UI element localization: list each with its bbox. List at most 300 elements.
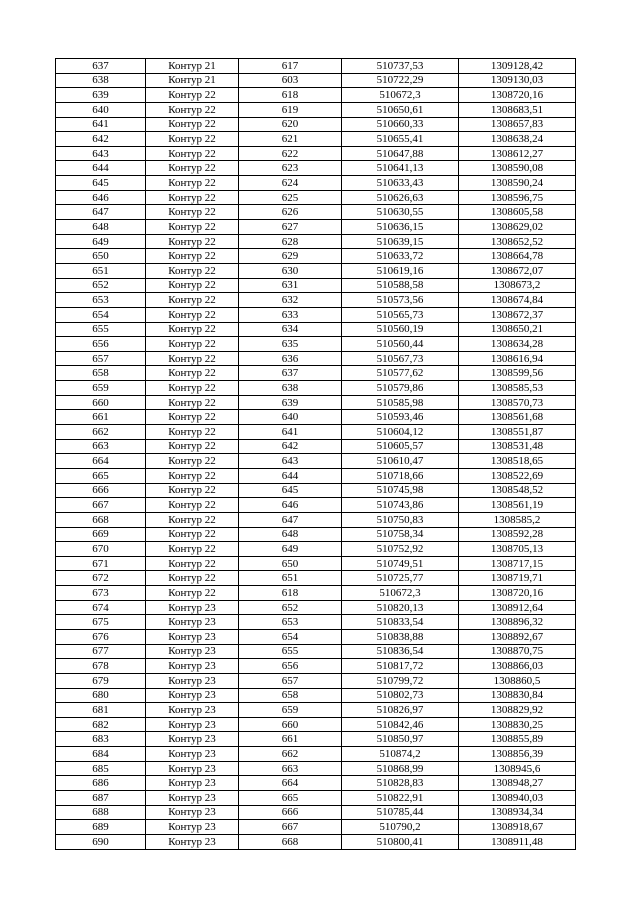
point-number-cell: 632 bbox=[239, 293, 342, 308]
contour-name-cell: Контур 22 bbox=[146, 571, 239, 586]
y-coordinate-cell: 1308596,75 bbox=[459, 190, 576, 205]
contour-name-cell: Контур 22 bbox=[146, 366, 239, 381]
table-row bbox=[56, 527, 576, 542]
contour-name-cell: Контур 22 bbox=[146, 322, 239, 337]
row-number-cell: 659 bbox=[56, 381, 146, 396]
table-row bbox=[56, 820, 576, 835]
x-coordinate-cell: 510758,34 bbox=[342, 527, 459, 542]
contour-name-cell: Контур 22 bbox=[146, 249, 239, 264]
x-coordinate-cell: 510660,33 bbox=[342, 117, 459, 132]
row-number-cell: 690 bbox=[56, 834, 146, 849]
y-coordinate-cell: 1308912,64 bbox=[459, 600, 576, 615]
row-number-cell: 665 bbox=[56, 468, 146, 483]
point-number-cell: 648 bbox=[239, 527, 342, 542]
row-number-cell: 654 bbox=[56, 307, 146, 322]
point-number-cell: 662 bbox=[239, 747, 342, 762]
table-row bbox=[56, 425, 576, 440]
contour-name-cell: Контур 22 bbox=[146, 586, 239, 601]
point-number-cell: 618 bbox=[239, 586, 342, 601]
contour-name-cell: Контур 22 bbox=[146, 220, 239, 235]
x-coordinate-cell: 510579,86 bbox=[342, 381, 459, 396]
table-row bbox=[56, 59, 576, 74]
x-coordinate-cell: 510604,12 bbox=[342, 425, 459, 440]
y-coordinate-cell: 1308717,15 bbox=[459, 556, 576, 571]
x-coordinate-cell: 510743,86 bbox=[342, 498, 459, 513]
y-coordinate-cell: 1308945,6 bbox=[459, 761, 576, 776]
table-row bbox=[56, 234, 576, 249]
point-number-cell: 625 bbox=[239, 190, 342, 205]
table-row bbox=[56, 366, 576, 381]
point-number-cell: 631 bbox=[239, 278, 342, 293]
table-row bbox=[56, 498, 576, 513]
row-number-cell: 670 bbox=[56, 542, 146, 557]
x-coordinate-cell: 510802,73 bbox=[342, 688, 459, 703]
row-number-cell: 671 bbox=[56, 556, 146, 571]
x-coordinate-cell: 510630,55 bbox=[342, 205, 459, 220]
x-coordinate-cell: 510752,92 bbox=[342, 542, 459, 557]
point-number-cell: 624 bbox=[239, 176, 342, 191]
row-number-cell: 647 bbox=[56, 205, 146, 220]
contour-name-cell: Контур 23 bbox=[146, 615, 239, 630]
row-number-cell: 644 bbox=[56, 161, 146, 176]
y-coordinate-cell: 1308719,71 bbox=[459, 571, 576, 586]
point-number-cell: 636 bbox=[239, 351, 342, 366]
table-row bbox=[56, 307, 576, 322]
y-coordinate-cell: 1308652,52 bbox=[459, 234, 576, 249]
row-number-cell: 642 bbox=[56, 132, 146, 147]
point-number-cell: 618 bbox=[239, 88, 342, 103]
coordinates-table bbox=[55, 58, 576, 850]
table-row bbox=[56, 688, 576, 703]
contour-name-cell: Контур 23 bbox=[146, 703, 239, 718]
table-row bbox=[56, 673, 576, 688]
contour-name-cell: Контур 23 bbox=[146, 688, 239, 703]
x-coordinate-cell: 510639,15 bbox=[342, 234, 459, 249]
table-row bbox=[56, 190, 576, 205]
row-number-cell: 677 bbox=[56, 644, 146, 659]
row-number-cell: 672 bbox=[56, 571, 146, 586]
point-number-cell: 626 bbox=[239, 205, 342, 220]
row-number-cell: 689 bbox=[56, 820, 146, 835]
contour-name-cell: Контур 22 bbox=[146, 395, 239, 410]
row-number-cell: 687 bbox=[56, 791, 146, 806]
contour-name-cell: Контур 22 bbox=[146, 132, 239, 147]
x-coordinate-cell: 510585,98 bbox=[342, 395, 459, 410]
y-coordinate-cell: 1308829,92 bbox=[459, 703, 576, 718]
contour-name-cell: Контур 23 bbox=[146, 761, 239, 776]
x-coordinate-cell: 510636,15 bbox=[342, 220, 459, 235]
table-row bbox=[56, 454, 576, 469]
row-number-cell: 661 bbox=[56, 410, 146, 425]
x-coordinate-cell: 510588,58 bbox=[342, 278, 459, 293]
x-coordinate-cell: 510836,54 bbox=[342, 644, 459, 659]
x-coordinate-cell: 510745,98 bbox=[342, 483, 459, 498]
point-number-cell: 663 bbox=[239, 761, 342, 776]
point-number-cell: 629 bbox=[239, 249, 342, 264]
contour-name-cell: Контур 23 bbox=[146, 776, 239, 791]
contour-name-cell: Контур 23 bbox=[146, 673, 239, 688]
point-number-cell: 660 bbox=[239, 717, 342, 732]
y-coordinate-cell: 1308657,83 bbox=[459, 117, 576, 132]
table-row bbox=[56, 351, 576, 366]
x-coordinate-cell: 510838,88 bbox=[342, 629, 459, 644]
point-number-cell: 619 bbox=[239, 102, 342, 117]
point-number-cell: 634 bbox=[239, 322, 342, 337]
table-row bbox=[56, 88, 576, 103]
table-row bbox=[56, 278, 576, 293]
table-row bbox=[56, 161, 576, 176]
y-coordinate-cell: 1308830,25 bbox=[459, 717, 576, 732]
contour-name-cell: Контур 22 bbox=[146, 454, 239, 469]
x-coordinate-cell: 510655,41 bbox=[342, 132, 459, 147]
y-coordinate-cell: 1308590,08 bbox=[459, 161, 576, 176]
x-coordinate-cell: 510650,61 bbox=[342, 102, 459, 117]
x-coordinate-cell: 510626,63 bbox=[342, 190, 459, 205]
row-number-cell: 683 bbox=[56, 732, 146, 747]
table-row bbox=[56, 102, 576, 117]
table-row bbox=[56, 776, 576, 791]
y-coordinate-cell: 1309128,42 bbox=[459, 59, 576, 74]
row-number-cell: 668 bbox=[56, 512, 146, 527]
x-coordinate-cell: 510820,13 bbox=[342, 600, 459, 615]
contour-name-cell: Контур 22 bbox=[146, 351, 239, 366]
y-coordinate-cell: 1308634,28 bbox=[459, 337, 576, 352]
x-coordinate-cell: 510850,97 bbox=[342, 732, 459, 747]
row-number-cell: 675 bbox=[56, 615, 146, 630]
point-number-cell: 623 bbox=[239, 161, 342, 176]
table-row bbox=[56, 337, 576, 352]
coordinates-table-body bbox=[56, 59, 576, 850]
row-number-cell: 645 bbox=[56, 176, 146, 191]
y-coordinate-cell: 1308531,48 bbox=[459, 439, 576, 454]
row-number-cell: 653 bbox=[56, 293, 146, 308]
point-number-cell: 617 bbox=[239, 59, 342, 74]
x-coordinate-cell: 510737,53 bbox=[342, 59, 459, 74]
point-number-cell: 628 bbox=[239, 234, 342, 249]
y-coordinate-cell: 1308918,67 bbox=[459, 820, 576, 835]
row-number-cell: 682 bbox=[56, 717, 146, 732]
table-row bbox=[56, 322, 576, 337]
table-row bbox=[56, 761, 576, 776]
row-number-cell: 688 bbox=[56, 805, 146, 820]
x-coordinate-cell: 510718,66 bbox=[342, 468, 459, 483]
point-number-cell: 653 bbox=[239, 615, 342, 630]
point-number-cell: 639 bbox=[239, 395, 342, 410]
point-number-cell: 658 bbox=[239, 688, 342, 703]
y-coordinate-cell: 1308911,48 bbox=[459, 834, 576, 849]
table-row bbox=[56, 542, 576, 557]
row-number-cell: 640 bbox=[56, 102, 146, 117]
table-row bbox=[56, 381, 576, 396]
y-coordinate-cell: 1308934,34 bbox=[459, 805, 576, 820]
point-number-cell: 630 bbox=[239, 263, 342, 278]
table-row bbox=[56, 117, 576, 132]
contour-name-cell: Контур 22 bbox=[146, 439, 239, 454]
y-coordinate-cell: 1308674,84 bbox=[459, 293, 576, 308]
y-coordinate-cell: 1308522,69 bbox=[459, 468, 576, 483]
y-coordinate-cell: 1308518,65 bbox=[459, 454, 576, 469]
contour-name-cell: Контур 23 bbox=[146, 747, 239, 762]
y-coordinate-cell: 1308638,24 bbox=[459, 132, 576, 147]
contour-name-cell: Контур 22 bbox=[146, 205, 239, 220]
y-coordinate-cell: 1308860,5 bbox=[459, 673, 576, 688]
x-coordinate-cell: 510750,83 bbox=[342, 512, 459, 527]
row-number-cell: 641 bbox=[56, 117, 146, 132]
contour-name-cell: Контур 22 bbox=[146, 263, 239, 278]
point-number-cell: 622 bbox=[239, 146, 342, 161]
x-coordinate-cell: 510641,13 bbox=[342, 161, 459, 176]
point-number-cell: 603 bbox=[239, 73, 342, 88]
contour-name-cell: Контур 22 bbox=[146, 190, 239, 205]
table-row bbox=[56, 805, 576, 820]
x-coordinate-cell: 510725,77 bbox=[342, 571, 459, 586]
table-row bbox=[56, 586, 576, 601]
y-coordinate-cell: 1308870,75 bbox=[459, 644, 576, 659]
point-number-cell: 654 bbox=[239, 629, 342, 644]
contour-name-cell: Контур 22 bbox=[146, 337, 239, 352]
x-coordinate-cell: 510633,43 bbox=[342, 176, 459, 191]
x-coordinate-cell: 510868,99 bbox=[342, 761, 459, 776]
y-coordinate-cell: 1308548,52 bbox=[459, 483, 576, 498]
row-number-cell: 655 bbox=[56, 322, 146, 337]
contour-name-cell: Контур 23 bbox=[146, 791, 239, 806]
y-coordinate-cell: 1308705,13 bbox=[459, 542, 576, 557]
point-number-cell: 645 bbox=[239, 483, 342, 498]
contour-name-cell: Контур 22 bbox=[146, 88, 239, 103]
row-number-cell: 643 bbox=[56, 146, 146, 161]
row-number-cell: 656 bbox=[56, 337, 146, 352]
x-coordinate-cell: 510560,44 bbox=[342, 337, 459, 352]
table-row bbox=[56, 220, 576, 235]
contour-name-cell: Контур 22 bbox=[146, 381, 239, 396]
table-row bbox=[56, 615, 576, 630]
row-number-cell: 679 bbox=[56, 673, 146, 688]
row-number-cell: 663 bbox=[56, 439, 146, 454]
point-number-cell: 652 bbox=[239, 600, 342, 615]
y-coordinate-cell: 1308940,03 bbox=[459, 791, 576, 806]
row-number-cell: 666 bbox=[56, 483, 146, 498]
x-coordinate-cell: 510577,62 bbox=[342, 366, 459, 381]
x-coordinate-cell: 510672,3 bbox=[342, 88, 459, 103]
table-row bbox=[56, 410, 576, 425]
contour-name-cell: Контур 21 bbox=[146, 59, 239, 74]
x-coordinate-cell: 510573,56 bbox=[342, 293, 459, 308]
point-number-cell: 637 bbox=[239, 366, 342, 381]
y-coordinate-cell: 1308605,58 bbox=[459, 205, 576, 220]
contour-name-cell: Контур 22 bbox=[146, 234, 239, 249]
contour-name-cell: Контур 22 bbox=[146, 176, 239, 191]
table-row bbox=[56, 629, 576, 644]
x-coordinate-cell: 510799,72 bbox=[342, 673, 459, 688]
x-coordinate-cell: 510842,46 bbox=[342, 717, 459, 732]
point-number-cell: 627 bbox=[239, 220, 342, 235]
row-number-cell: 678 bbox=[56, 659, 146, 674]
point-number-cell: 644 bbox=[239, 468, 342, 483]
table-row bbox=[56, 205, 576, 220]
row-number-cell: 676 bbox=[56, 629, 146, 644]
x-coordinate-cell: 510647,88 bbox=[342, 146, 459, 161]
x-coordinate-cell: 510822,91 bbox=[342, 791, 459, 806]
table-row bbox=[56, 644, 576, 659]
y-coordinate-cell: 1308683,51 bbox=[459, 102, 576, 117]
y-coordinate-cell: 1308590,24 bbox=[459, 176, 576, 191]
contour-name-cell: Контур 22 bbox=[146, 146, 239, 161]
point-number-cell: 659 bbox=[239, 703, 342, 718]
row-number-cell: 639 bbox=[56, 88, 146, 103]
row-number-cell: 674 bbox=[56, 600, 146, 615]
row-number-cell: 686 bbox=[56, 776, 146, 791]
x-coordinate-cell: 510828,83 bbox=[342, 776, 459, 791]
contour-name-cell: Контур 21 bbox=[146, 73, 239, 88]
y-coordinate-cell: 1308664,78 bbox=[459, 249, 576, 264]
y-coordinate-cell: 1308612,27 bbox=[459, 146, 576, 161]
table-row bbox=[56, 834, 576, 849]
table-row bbox=[56, 73, 576, 88]
row-number-cell: 669 bbox=[56, 527, 146, 542]
contour-name-cell: Контур 22 bbox=[146, 483, 239, 498]
point-number-cell: 620 bbox=[239, 117, 342, 132]
y-coordinate-cell: 1309130,03 bbox=[459, 73, 576, 88]
point-number-cell: 657 bbox=[239, 673, 342, 688]
y-coordinate-cell: 1308585,2 bbox=[459, 512, 576, 527]
y-coordinate-cell: 1308629,02 bbox=[459, 220, 576, 235]
y-coordinate-cell: 1308720,16 bbox=[459, 88, 576, 103]
y-coordinate-cell: 1308720,16 bbox=[459, 586, 576, 601]
row-number-cell: 662 bbox=[56, 425, 146, 440]
table-row bbox=[56, 468, 576, 483]
point-number-cell: 656 bbox=[239, 659, 342, 674]
point-number-cell: 650 bbox=[239, 556, 342, 571]
y-coordinate-cell: 1308599,56 bbox=[459, 366, 576, 381]
y-coordinate-cell: 1308673,2 bbox=[459, 278, 576, 293]
y-coordinate-cell: 1308585,53 bbox=[459, 381, 576, 396]
x-coordinate-cell: 510826,97 bbox=[342, 703, 459, 718]
contour-name-cell: Контур 22 bbox=[146, 512, 239, 527]
row-number-cell: 681 bbox=[56, 703, 146, 718]
point-number-cell: 638 bbox=[239, 381, 342, 396]
y-coordinate-cell: 1308892,67 bbox=[459, 629, 576, 644]
x-coordinate-cell: 510800,41 bbox=[342, 834, 459, 849]
y-coordinate-cell: 1308561,68 bbox=[459, 410, 576, 425]
point-number-cell: 642 bbox=[239, 439, 342, 454]
x-coordinate-cell: 510560,19 bbox=[342, 322, 459, 337]
x-coordinate-cell: 510790,2 bbox=[342, 820, 459, 835]
point-number-cell: 633 bbox=[239, 307, 342, 322]
point-number-cell: 655 bbox=[239, 644, 342, 659]
y-coordinate-cell: 1308592,28 bbox=[459, 527, 576, 542]
y-coordinate-cell: 1308948,27 bbox=[459, 776, 576, 791]
contour-name-cell: Контур 22 bbox=[146, 278, 239, 293]
point-number-cell: 668 bbox=[239, 834, 342, 849]
table-row bbox=[56, 293, 576, 308]
contour-name-cell: Контур 23 bbox=[146, 600, 239, 615]
table-row bbox=[56, 556, 576, 571]
x-coordinate-cell: 510605,57 bbox=[342, 439, 459, 454]
y-coordinate-cell: 1308650,21 bbox=[459, 322, 576, 337]
table-row bbox=[56, 395, 576, 410]
table-row bbox=[56, 132, 576, 147]
contour-name-cell: Контур 23 bbox=[146, 805, 239, 820]
point-number-cell: 646 bbox=[239, 498, 342, 513]
table-row bbox=[56, 717, 576, 732]
contour-name-cell: Контур 23 bbox=[146, 644, 239, 659]
contour-name-cell: Контур 22 bbox=[146, 410, 239, 425]
y-coordinate-cell: 1308896,32 bbox=[459, 615, 576, 630]
row-number-cell: 651 bbox=[56, 263, 146, 278]
table-row bbox=[56, 249, 576, 264]
contour-name-cell: Контур 22 bbox=[146, 556, 239, 571]
contour-name-cell: Контур 22 bbox=[146, 117, 239, 132]
contour-name-cell: Контур 22 bbox=[146, 102, 239, 117]
contour-name-cell: Контур 22 bbox=[146, 293, 239, 308]
x-coordinate-cell: 510633,72 bbox=[342, 249, 459, 264]
row-number-cell: 637 bbox=[56, 59, 146, 74]
table-row bbox=[56, 263, 576, 278]
row-number-cell: 638 bbox=[56, 73, 146, 88]
row-number-cell: 673 bbox=[56, 586, 146, 601]
y-coordinate-cell: 1308856,39 bbox=[459, 747, 576, 762]
table-row bbox=[56, 732, 576, 747]
row-number-cell: 684 bbox=[56, 747, 146, 762]
y-coordinate-cell: 1308672,37 bbox=[459, 307, 576, 322]
y-coordinate-cell: 1308672,07 bbox=[459, 263, 576, 278]
y-coordinate-cell: 1308561,19 bbox=[459, 498, 576, 513]
x-coordinate-cell: 510672,3 bbox=[342, 586, 459, 601]
point-number-cell: 665 bbox=[239, 791, 342, 806]
x-coordinate-cell: 510817,72 bbox=[342, 659, 459, 674]
contour-name-cell: Контур 22 bbox=[146, 527, 239, 542]
point-number-cell: 621 bbox=[239, 132, 342, 147]
row-number-cell: 660 bbox=[56, 395, 146, 410]
point-number-cell: 643 bbox=[239, 454, 342, 469]
table-row bbox=[56, 571, 576, 586]
point-number-cell: 664 bbox=[239, 776, 342, 791]
contour-name-cell: Контур 23 bbox=[146, 732, 239, 747]
x-coordinate-cell: 510610,47 bbox=[342, 454, 459, 469]
table-row bbox=[56, 703, 576, 718]
point-number-cell: 647 bbox=[239, 512, 342, 527]
row-number-cell: 650 bbox=[56, 249, 146, 264]
x-coordinate-cell: 510874,2 bbox=[342, 747, 459, 762]
contour-name-cell: Контур 23 bbox=[146, 629, 239, 644]
table-row bbox=[56, 659, 576, 674]
table-row bbox=[56, 791, 576, 806]
table-row bbox=[56, 600, 576, 615]
row-number-cell: 652 bbox=[56, 278, 146, 293]
y-coordinate-cell: 1308570,73 bbox=[459, 395, 576, 410]
row-number-cell: 680 bbox=[56, 688, 146, 703]
point-number-cell: 666 bbox=[239, 805, 342, 820]
x-coordinate-cell: 510722,29 bbox=[342, 73, 459, 88]
point-number-cell: 641 bbox=[239, 425, 342, 440]
y-coordinate-cell: 1308855,89 bbox=[459, 732, 576, 747]
table-row bbox=[56, 176, 576, 191]
x-coordinate-cell: 510785,44 bbox=[342, 805, 459, 820]
contour-name-cell: Контур 23 bbox=[146, 659, 239, 674]
x-coordinate-cell: 510619,16 bbox=[342, 263, 459, 278]
y-coordinate-cell: 1308830,84 bbox=[459, 688, 576, 703]
contour-name-cell: Контур 22 bbox=[146, 425, 239, 440]
contour-name-cell: Контур 22 bbox=[146, 307, 239, 322]
x-coordinate-cell: 510593,46 bbox=[342, 410, 459, 425]
row-number-cell: 664 bbox=[56, 454, 146, 469]
x-coordinate-cell: 510749,51 bbox=[342, 556, 459, 571]
row-number-cell: 658 bbox=[56, 366, 146, 381]
contour-name-cell: Контур 22 bbox=[146, 542, 239, 557]
table-row bbox=[56, 483, 576, 498]
point-number-cell: 635 bbox=[239, 337, 342, 352]
contour-name-cell: Контур 23 bbox=[146, 717, 239, 732]
